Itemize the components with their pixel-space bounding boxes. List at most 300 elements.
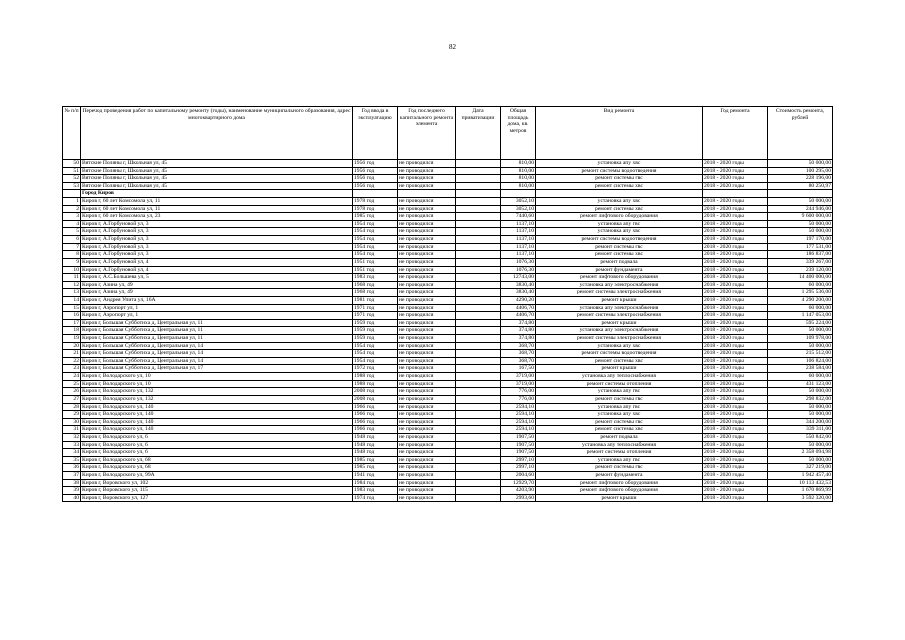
cell-last-repair: не проводился: [398, 479, 456, 487]
table-row: [63, 411, 833, 419]
cell-last-repair: не проводился: [398, 274, 456, 282]
cell-area: 776,00: [501, 388, 536, 396]
cell-address: Киров г, Володарского ул, 140: [81, 411, 353, 419]
cell-commission-year: 1988 год: [353, 373, 398, 381]
cell-area: 3052,10: [501, 198, 536, 206]
cell-commission-year: 1954 год: [353, 220, 398, 228]
cell-cost: 339 267,00: [768, 258, 833, 266]
cell-cost: 550 842,00: [768, 433, 833, 441]
cell-area: 3830,40: [501, 281, 536, 289]
cell-repair-period: 2018 - 2020 годы: [703, 494, 768, 502]
cell-repair-type: ремонт фундамента: [536, 471, 703, 479]
cell-address: Киров г, Большая Субботиха д, Центральная ул, 14: [81, 357, 353, 365]
cell-number: 8: [63, 251, 81, 259]
section-title: Город Киров: [81, 190, 353, 198]
cell-last-repair: не проводился: [398, 289, 456, 297]
cell-privatization: [456, 395, 501, 403]
cell-address: Киров г, А.Горбуновой ул, 3: [81, 251, 353, 259]
cell-address: Киров г, Воровского ул, 115: [81, 487, 353, 495]
cell-address: Вятские Поляны г, Школьная ул, 45: [81, 175, 353, 183]
table-row: [63, 167, 833, 175]
cell-last-repair: не проводился: [398, 449, 456, 457]
cell-area: 2993,60: [501, 494, 536, 502]
cell-repair-period: 2018 - 2020 годы: [703, 220, 768, 228]
cell-cost: 60 000,00: [768, 281, 833, 289]
table-row: [63, 418, 833, 426]
cell-repair-type: установка апу гвс: [536, 456, 703, 464]
cell-repair-period: 2018 - 2020 годы: [703, 312, 768, 320]
cell-repair-type: ремонт лифтового оборудования: [536, 479, 703, 487]
cell-area: 810,00: [501, 167, 536, 175]
cell-number: 51: [63, 167, 81, 175]
header-total-area: Общая площадь дома, кв. метров: [501, 107, 536, 160]
cell-area: 4203,90: [501, 487, 536, 495]
cell-cost: 228 196,00: [768, 175, 833, 183]
cell-address: Киров г, Володарского ул, 140: [81, 418, 353, 426]
cell-privatization: [456, 433, 501, 441]
table-row: [63, 160, 833, 168]
cell-commission-year: 1971 год: [353, 304, 398, 312]
cell-privatization: [456, 251, 501, 259]
cell-area: 12743,00: [501, 274, 536, 282]
cell-repair-type: [536, 190, 703, 198]
cell-address: Киров г, А.Горбуновой ул, 3: [81, 236, 353, 244]
cell-repair-period: 2018 - 2020 годы: [703, 388, 768, 396]
cell-area: 12929,70: [501, 479, 536, 487]
cell-number: 13: [63, 289, 81, 297]
cell-privatization: [456, 289, 501, 297]
cell-last-repair: не проводился: [398, 471, 456, 479]
cell-repair-type: ремонт системы электроснабжения: [536, 312, 703, 320]
cell-area: 2997,10: [501, 464, 536, 472]
cell-commission-year: 1974 год: [353, 494, 398, 502]
cell-address: Киров г, А.Горбуновой ул, 4: [81, 258, 353, 266]
table-row: [63, 426, 833, 434]
cell-area: 368,70: [501, 357, 536, 365]
cell-last-repair: не проводился: [398, 236, 456, 244]
table-row: [63, 258, 833, 266]
cell-privatization: [456, 312, 501, 320]
cell-repair-type: ремонт лифтового оборудования: [536, 213, 703, 221]
cell-area: 4406,70: [501, 312, 536, 320]
cell-number: 39: [63, 487, 81, 495]
cell-area: 2594,10: [501, 426, 536, 434]
cell-cost: 2 358 094,98: [768, 449, 833, 457]
cell-cost: 215 512,00: [768, 350, 833, 358]
cell-privatization: [456, 403, 501, 411]
cell-area: 1137,10: [501, 251, 536, 259]
cell-commission-year: 1948 год: [353, 441, 398, 449]
cell-privatization: [456, 236, 501, 244]
cell-area: [501, 190, 536, 198]
cell-address: Киров г, А.С.Большева ул, 5: [81, 274, 353, 282]
cell-repair-type: установка апу теплоснабжения: [536, 441, 703, 449]
cell-address: Киров г, Азина ул, 49: [81, 289, 353, 297]
cell-area: 2594,10: [501, 418, 536, 426]
header-commission-year: Год ввода в эксплуатацию: [353, 107, 398, 160]
cell-area: 7440,60: [501, 213, 536, 221]
header-repair-cost: Стоимость ремонта, рублей: [768, 107, 833, 160]
table-row: [63, 205, 833, 213]
cell-repair-type: ремонт системы водоотведения: [536, 350, 703, 358]
table-row: [63, 236, 833, 244]
table-row: [63, 266, 833, 274]
cell-last-repair: не проводился: [398, 373, 456, 381]
cell-number: 7: [63, 243, 81, 251]
cell-number: 21: [63, 350, 81, 358]
cell-area: 2004,60: [501, 471, 536, 479]
cell-privatization: [456, 182, 501, 190]
cell-last-repair: не проводился: [398, 182, 456, 190]
cell-last-repair: не проводился: [398, 342, 456, 350]
table-row: [63, 228, 833, 236]
cell-commission-year: 1966 год: [353, 411, 398, 419]
cell-privatization: [456, 388, 501, 396]
cell-privatization: [456, 213, 501, 221]
cell-area: 776,00: [501, 395, 536, 403]
cell-commission-year: 1978 год: [353, 205, 398, 213]
cell-cost: 14 400 000,00: [768, 274, 833, 282]
table-row: [63, 251, 833, 259]
page-number: 82: [449, 43, 456, 51]
cell-repair-period: 2018 - 2020 годы: [703, 175, 768, 183]
cell-commission-year: 1968 год: [353, 289, 398, 297]
cell-address: Киров г, Володарского ул, 132: [81, 388, 353, 396]
cell-last-repair: не проводился: [398, 312, 456, 320]
cell-repair-period: 2018 - 2020 годы: [703, 350, 768, 358]
cell-cost: 244 946,00: [768, 205, 833, 213]
cell-commission-year: 1981 год: [353, 296, 398, 304]
cell-repair-period: 2018 - 2020 годы: [703, 319, 768, 327]
cell-number: 22: [63, 357, 81, 365]
table-row: [63, 243, 833, 251]
cell-repair-period: 2018 - 2020 годы: [703, 167, 768, 175]
cell-last-repair: не проводился: [398, 395, 456, 403]
cell-privatization: [456, 373, 501, 381]
cell-cost: 3 592 320,00: [768, 494, 833, 502]
cell-last-repair: не проводился: [398, 464, 456, 472]
cell-repair-type: установка апу хвс: [536, 160, 703, 168]
table-row: [63, 388, 833, 396]
cell-last-repair: не проводился: [398, 327, 456, 335]
cell-last-repair: не проводился: [398, 388, 456, 396]
cell-commission-year: 1948 год: [353, 433, 398, 441]
table-body: [63, 160, 833, 502]
cell-commission-year: 1966 год: [353, 403, 398, 411]
cell-commission-year: 1956 год: [353, 175, 398, 183]
cell-address: Киров г, Большая Субботиха д, Центральная ул, 14: [81, 342, 353, 350]
cell-area: 374,80: [501, 335, 536, 343]
cell-commission-year: 1985 год: [353, 213, 398, 221]
cell-address: Киров г, Володарского ул, 10: [81, 380, 353, 388]
cell-address: Киров г, А.Горбуновой ул, 3: [81, 220, 353, 228]
cell-cost: 50 000,00: [768, 228, 833, 236]
cell-number: 52: [63, 175, 81, 183]
cell-last-repair: не проводился: [398, 220, 456, 228]
cell-last-repair: не проводился: [398, 365, 456, 373]
section-row: [63, 190, 833, 198]
table-row: [63, 319, 833, 327]
cell-repair-type: ремонт системы водоотведения: [536, 167, 703, 175]
cell-privatization: [456, 327, 501, 335]
cell-repair-type: ремонт крыши: [536, 494, 703, 502]
cell-repair-period: 2018 - 2020 годы: [703, 258, 768, 266]
cell-repair-period: 2018 - 2020 годы: [703, 426, 768, 434]
cell-area: 3719,00: [501, 373, 536, 381]
cell-last-repair: не проводился: [398, 228, 456, 236]
cell-privatization: [456, 411, 501, 419]
cell-repair-type: ремонт системы электроснабжения: [536, 335, 703, 343]
cell-address: Киров г, Володарского ул, 6: [81, 441, 353, 449]
cell-commission-year: 1959 год: [353, 335, 398, 343]
cell-cost: 238 584,00: [768, 365, 833, 373]
cell-repair-period: 2018 - 2020 годы: [703, 411, 768, 419]
cell-repair-type: ремонт системы отопления: [536, 380, 703, 388]
cell-last-repair: не проводился: [398, 205, 456, 213]
cell-privatization: [456, 296, 501, 304]
table-row: [63, 281, 833, 289]
cell-repair-period: 2018 - 2020 годы: [703, 380, 768, 388]
cell-area: 368,70: [501, 342, 536, 350]
cell-address: Киров г, Большая Субботиха д, Центральная ул, 11: [81, 327, 353, 335]
cell-area: 368,70: [501, 350, 536, 358]
cell-repair-period: 2018 - 2020 годы: [703, 487, 768, 495]
cell-repair-type: установка апу электроснабжения: [536, 304, 703, 312]
cell-repair-type: ремонт системы гвс: [536, 175, 703, 183]
cell-cost: 344 200,00: [768, 418, 833, 426]
cell-commission-year: 1954 год: [353, 243, 398, 251]
cell-repair-type: ремонт системы гвс: [536, 464, 703, 472]
cell-number: 24: [63, 373, 81, 381]
cell-number: 19: [63, 335, 81, 343]
cell-privatization: [456, 281, 501, 289]
cell-privatization: [456, 380, 501, 388]
cell-number: 35: [63, 456, 81, 464]
cell-number: 31: [63, 426, 81, 434]
cell-privatization: [456, 175, 501, 183]
cell-cost: 431 123,00: [768, 380, 833, 388]
cell-cost: 1 670 869,99: [768, 487, 833, 495]
cell-last-repair: не проводился: [398, 441, 456, 449]
cell-commission-year: 1954 год: [353, 251, 398, 259]
cell-repair-period: 2018 - 2020 годы: [703, 373, 768, 381]
table-row: [63, 182, 833, 190]
cell-address: Киров г, Володарского ул, 132: [81, 395, 353, 403]
cell-last-repair: не проводился: [398, 433, 456, 441]
cell-cost: 10 113 432,53: [768, 479, 833, 487]
cell-repair-type: ремонт подвала: [536, 258, 703, 266]
cell-last-repair: не проводился: [398, 167, 456, 175]
cell-repair-period: 2018 - 2020 годы: [703, 304, 768, 312]
cell-area: 3830,40: [501, 289, 536, 297]
cell-last-repair: не проводился: [398, 160, 456, 168]
cell-address: Киров г, Большая Субботиха д, Центральная ул, 11: [81, 335, 353, 343]
cell-privatization: [456, 357, 501, 365]
cell-repair-type: ремонт подвала: [536, 433, 703, 441]
cell-repair-period: 2018 - 2020 годы: [703, 335, 768, 343]
cell-address: Киров г, 60 лет Комсомола ул, 11: [81, 198, 353, 206]
cell-repair-type: ремонт системы хвс: [536, 357, 703, 365]
cell-number: 12: [63, 281, 81, 289]
cell-commission-year: 1959 год: [353, 327, 398, 335]
cell-last-repair: не проводился: [398, 426, 456, 434]
cell-address: Киров г, Аэропорт ул, 1: [81, 304, 353, 312]
cell-privatization: [456, 365, 501, 373]
table-row: [63, 380, 833, 388]
cell-address: Киров г, Аэропорт ул, 1: [81, 312, 353, 320]
cell-commission-year: 1985 год: [353, 464, 398, 472]
cell-repair-type: ремонт фундамента: [536, 266, 703, 274]
cell-address: Киров г, Воровского ул, 127: [81, 494, 353, 502]
cell-privatization: [456, 304, 501, 312]
cell-privatization: [456, 167, 501, 175]
cell-privatization: [456, 456, 501, 464]
cell-commission-year: 1966 год: [353, 418, 398, 426]
cell-cost: 50 000,00: [768, 327, 833, 335]
cell-number: 50: [63, 160, 81, 168]
table-row: [63, 365, 833, 373]
table-row: [63, 357, 833, 365]
cell-cost: 197 170,00: [768, 236, 833, 244]
cell-repair-period: 2018 - 2020 годы: [703, 228, 768, 236]
cell-commission-year: 1954 год: [353, 236, 398, 244]
cell-address: Киров г, Володарского ул, 68: [81, 464, 353, 472]
table-row: [63, 441, 833, 449]
cell-number: 18: [63, 327, 81, 335]
cell-cost: 327 219,00: [768, 464, 833, 472]
cell-repair-period: 2018 - 2020 годы: [703, 441, 768, 449]
cell-address: Киров г, Большая Субботиха д, Центральная ул, 11: [81, 319, 353, 327]
cell-cost: 1 942 457,40: [768, 471, 833, 479]
cell-address: Вятские Поляны г, Школьная ул, 45: [81, 182, 353, 190]
cell-commission-year: 1954 год: [353, 350, 398, 358]
cell-repair-period: 2018 - 2020 годы: [703, 289, 768, 297]
cell-last-repair: [398, 190, 456, 198]
cell-repair-type: ремонт системы электроснабжения: [536, 289, 703, 297]
cell-number: 6: [63, 236, 81, 244]
cell-commission-year: 1984 год: [353, 479, 398, 487]
cell-number: 23: [63, 365, 81, 373]
cell-commission-year: 1941 год: [353, 471, 398, 479]
cell-commission-year: 1966 год: [353, 426, 398, 434]
cell-area: 1907,50: [501, 449, 536, 457]
cell-area: 1137,10: [501, 243, 536, 251]
cell-privatization: [456, 266, 501, 274]
repair-registry-table: [62, 106, 833, 502]
cell-cost: 109 978,00: [768, 335, 833, 343]
cell-area: 810,00: [501, 182, 536, 190]
cell-privatization: [456, 426, 501, 434]
cell-last-repair: не проводился: [398, 258, 456, 266]
table-row: [63, 274, 833, 282]
cell-repair-period: [703, 190, 768, 198]
cell-repair-type: установка апу электроснабжения: [536, 327, 703, 335]
cell-commission-year: 1956 год: [353, 182, 398, 190]
cell-commission-year: 1971 год: [353, 312, 398, 320]
cell-address: Киров г, Володарского ул, 68: [81, 456, 353, 464]
cell-commission-year: [353, 190, 398, 198]
table-row: [63, 296, 833, 304]
cell-repair-period: 2018 - 2020 годы: [703, 395, 768, 403]
cell-address: Киров г, Володарского ул, 99А: [81, 471, 353, 479]
cell-number: 11: [63, 274, 81, 282]
cell-commission-year: 1988 год: [353, 380, 398, 388]
cell-privatization: [456, 258, 501, 266]
cell-number: 17: [63, 319, 81, 327]
cell-commission-year: 1954 год: [353, 228, 398, 236]
cell-area: 4406,70: [501, 304, 536, 312]
cell-address: Вятские Поляны г, Школьная ул, 45: [81, 167, 353, 175]
cell-number: 27: [63, 395, 81, 403]
cell-repair-type: ремонт лифтового оборудования: [536, 487, 703, 495]
cell-privatization: [456, 335, 501, 343]
cell-repair-period: 2018 - 2020 годы: [703, 213, 768, 221]
cell-number: 5: [63, 228, 81, 236]
cell-cost: 80 250,97: [768, 182, 833, 190]
cell-repair-type: установка апу хвс: [536, 198, 703, 206]
cell-repair-period: 2018 - 2020 годы: [703, 449, 768, 457]
cell-repair-period: 2018 - 2020 годы: [703, 281, 768, 289]
cell-repair-type: установка апу гвс: [536, 388, 703, 396]
cell-repair-type: ремонт системы гвс: [536, 418, 703, 426]
cell-last-repair: не проводился: [398, 487, 456, 495]
cell-cost: 50 000,00: [768, 220, 833, 228]
cell-repair-type: ремонт системы хвс: [536, 251, 703, 259]
cell-privatization: [456, 487, 501, 495]
cell-privatization: [456, 274, 501, 282]
cell-address: Киров г, Большая Субботиха д, Центральная ул, 17: [81, 365, 353, 373]
cell-repair-period: 2018 - 2020 годы: [703, 327, 768, 335]
cell-area: 1137,10: [501, 236, 536, 244]
cell-privatization: [456, 449, 501, 457]
cell-last-repair: не проводился: [398, 243, 456, 251]
cell-cost: 50 000,00: [768, 198, 833, 206]
cell-area: 810,00: [501, 175, 536, 183]
cell-last-repair: не проводился: [398, 198, 456, 206]
cell-commission-year: 1978 год: [353, 198, 398, 206]
cell-number: 15: [63, 304, 81, 312]
cell-number: 33: [63, 441, 81, 449]
cell-repair-type: установка апу гвс: [536, 220, 703, 228]
cell-repair-type: ремонт крыши: [536, 365, 703, 373]
table-row: [63, 456, 833, 464]
cell-address: Киров г, Володарского ул, 6: [81, 449, 353, 457]
cell-address: Киров г, Андрея Упита ул, 16А: [81, 296, 353, 304]
cell-area: 3719,00: [501, 380, 536, 388]
cell-repair-period: 2018 - 2020 годы: [703, 433, 768, 441]
cell-number: 34: [63, 449, 81, 457]
cell-number: 10: [63, 266, 81, 274]
cell-cost: 50 000,00: [768, 388, 833, 396]
table-row: [63, 464, 833, 472]
cell-repair-period: 2018 - 2020 годы: [703, 251, 768, 259]
cell-commission-year: 1983 год: [353, 487, 398, 495]
cell-commission-year: 1972 год: [353, 365, 398, 373]
cell-commission-year: 1951 год: [353, 258, 398, 266]
cell-last-repair: не проводился: [398, 335, 456, 343]
cell-privatization: [456, 198, 501, 206]
cell-address: Киров г, Володарского ул, 140: [81, 403, 353, 411]
table-row: [63, 479, 833, 487]
cell-number: 1: [63, 198, 81, 206]
cell-cost: 106 824,00: [768, 357, 833, 365]
cell-commission-year: 2008 год: [353, 395, 398, 403]
cell-repair-period: 2018 - 2020 годы: [703, 365, 768, 373]
cell-last-repair: не проводился: [398, 304, 456, 312]
cell-privatization: [456, 243, 501, 251]
cell-repair-period: 2018 - 2020 годы: [703, 418, 768, 426]
header-privatization-date: Дата приватизации: [456, 107, 501, 160]
